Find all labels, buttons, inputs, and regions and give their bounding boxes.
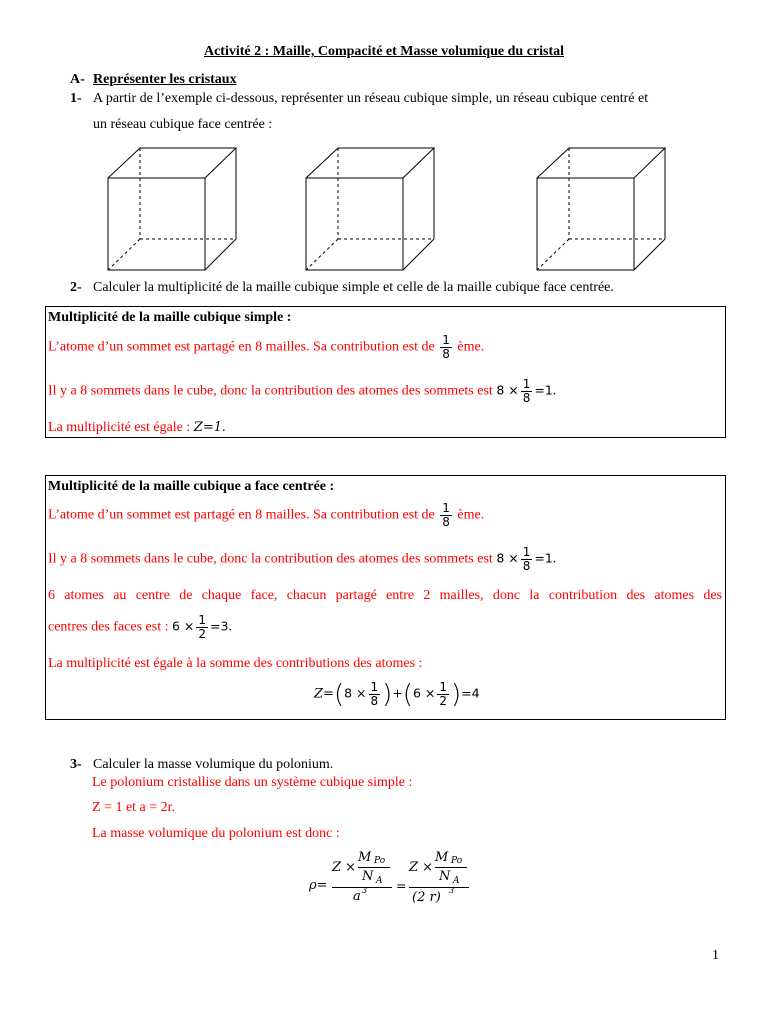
fraction: $\frac{1}{2}$: [198, 613, 207, 641]
q3-text: Calculer la masse volumique du polonium.: [93, 757, 334, 772]
cube-diagrams: [100, 140, 700, 275]
cube-3: [537, 148, 665, 270]
box2-line4: centres des faces est : 6 × $\frac{1}{2}$ =3.: [48, 613, 232, 641]
q3-line3: La masse volumique du polonium est donc :: [92, 826, 340, 841]
cube-2: [306, 148, 434, 270]
box2-line2: Il y a 8 sommets dans le cube, donc la contribution des atomes des sommets est 8 × $\frac{1}{8}$ =1.: [48, 545, 557, 573]
box2-line5: La multiplicité est égale à la somme des contributions des atomes :: [48, 656, 423, 671]
box1-line2: Il y a 8 sommets dans le cube, donc la contribution des atomes des sommets est 8 × $\frac{1}{8}$ =1.: [48, 377, 557, 405]
q3-line1: Le polonium cristallise dans un système cubique simple :: [92, 775, 413, 790]
fraction: $\frac{1}{2}$: [439, 680, 447, 708]
box1-line1: L’atome d’un sommet est partagé en 8 mailles. Sa contribution est de $\frac{1}{8}$ ème.: [48, 333, 485, 361]
page-number: 1: [712, 948, 719, 963]
q3-line2: Z = 1 et a = 2r.: [92, 800, 176, 815]
formula-numerator-2: Z × M Po N A: [409, 848, 469, 886]
q1-number: 1-: [70, 91, 82, 106]
q1-line2: un réseau cubique face centrée :: [93, 117, 273, 132]
answer-box-simple-cubic: [45, 306, 726, 438]
box2-line3: 6 atomes au centre de chaque face, chacun partagé entre 2 mailles, donc la contribution des atomes des: [48, 588, 722, 603]
formula-numerator-1: Z × M Po N A: [332, 848, 392, 886]
fraction: $\frac{1}{8}$: [370, 680, 379, 708]
box2-equation: Z=(8 × $\frac{1}{8}$ )+(6 × $\frac{1}{2}$ )=4: [314, 679, 480, 710]
fraction: $\frac{1}{8}$: [442, 333, 450, 361]
cube-1: [108, 148, 236, 270]
section-a-letter: A-: [70, 72, 85, 87]
section-a-heading: Représenter les cristaux: [93, 72, 237, 87]
q1-line1: A partir de l’exemple ci-dessous, représenter un réseau cubique simple, un réseau cubique centré et: [93, 91, 649, 106]
q2-text: Calculer la multiplicité de la maille cubique simple et celle de la maille cubique face centrée.: [93, 280, 614, 295]
document-title: Activité 2 : Maille, Compacité et Masse volumique du cristal: [203, 44, 565, 59]
density-formula: ρ= Z × M Po N A a 3 = Z × M Po N A (2 r) 3: [309, 848, 469, 918]
fraction: $\frac{1}{8}$: [522, 377, 531, 405]
fraction-bar-2: [409, 887, 469, 888]
fraction: $\frac{1}{8}$: [442, 501, 450, 529]
answer-box-face-centered-cubic: [45, 475, 726, 720]
box2-line1: L’atome d’un sommet est partagé en 8 mailles. Sa contribution est de $\frac{1}{8}$ ème.: [48, 501, 485, 529]
q3-number: 3-: [70, 757, 82, 772]
fraction: $\frac{1}{8}$: [522, 545, 531, 573]
box2-heading: Multiplicité de la maille cubique a face centrée :: [48, 479, 335, 494]
box1-heading: Multiplicité de la maille cubique simple :: [48, 310, 292, 325]
box1-line3: La multiplicité est égale : Z=1.: [48, 420, 226, 435]
q2-number: 2-: [70, 280, 82, 295]
